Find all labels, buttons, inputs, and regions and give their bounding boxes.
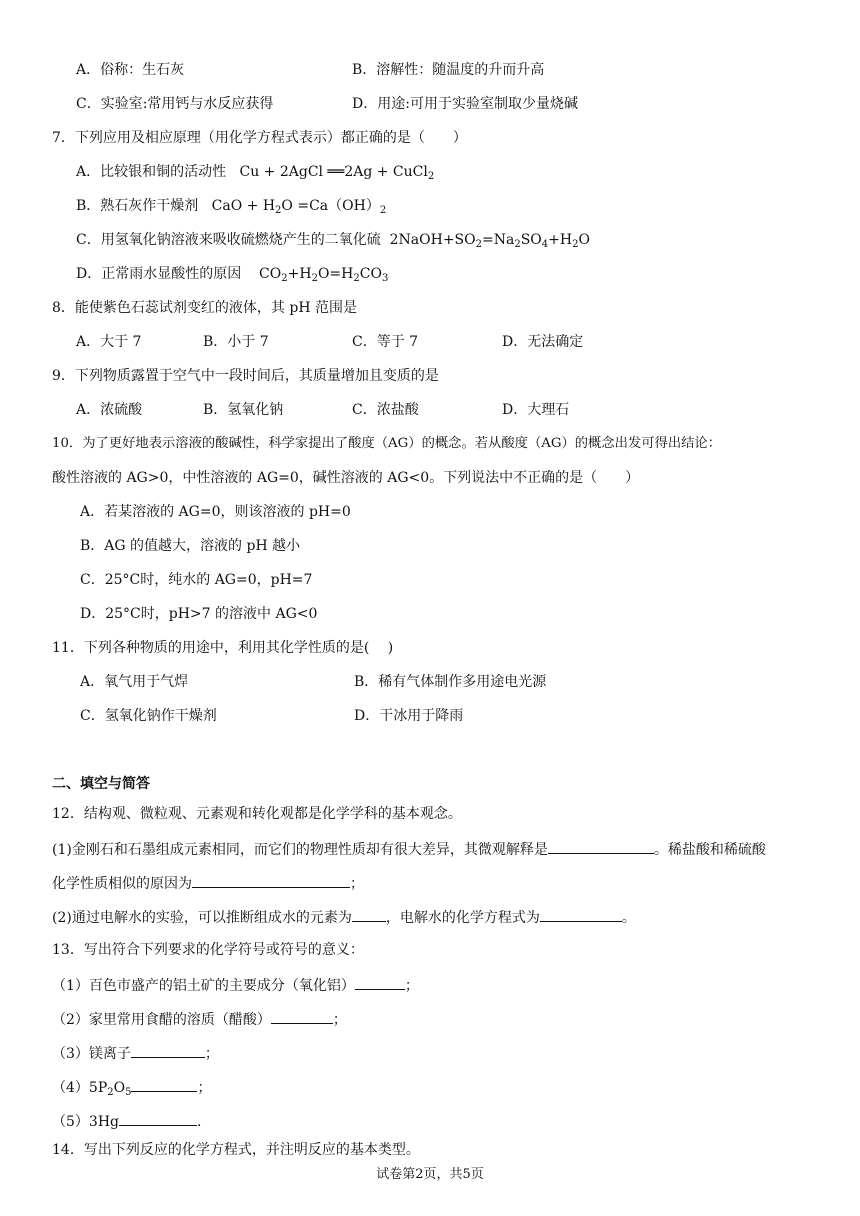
q9-option-d: D．大理石: [502, 402, 570, 418]
q7-option-d: D．正常雨水显酸性的原因 $CO_2+H_2O=H_2CO_3$: [76, 266, 389, 284]
answer-blank[interactable]: [352, 907, 386, 922]
q9-option-a: A．浓硫酸: [76, 402, 143, 418]
q9-option-b: B．氢氧化钠: [203, 402, 284, 418]
answer-blank[interactable]: [548, 839, 654, 854]
q6-option-c: C．实验室:常用钙与水反应获得: [76, 96, 274, 112]
q11-option-a: A．氧气用于气焊: [80, 674, 189, 690]
q9-option-c: C．浓盐酸: [352, 402, 419, 418]
answer-blank[interactable]: [119, 1111, 197, 1126]
q11-option-d: D．干冰用于降雨: [354, 708, 464, 724]
q6-option-b: B．溶解性：随温度的升而升高: [352, 62, 545, 78]
q8-stem: 8．能使紫色石蕊试剂变红的液体，其 pH 范围是: [52, 300, 357, 316]
answer-blank[interactable]: [131, 1077, 197, 1092]
q10-stem-line1: 10．为了更好地表示溶液的酸碱性，科学家提出了酸度（AG）的概念。若从酸度（AG）的概念出发可得出结论：: [52, 436, 722, 451]
q8-option-a: A．大于 7: [76, 334, 142, 350]
q11-option-b: B．稀有气体制作多用途电光源: [354, 674, 547, 690]
page-footer: 试卷第2页，共5页: [376, 1167, 484, 1182]
q10-option-d: D．25°C时，pH>7 的溶液中 AG<0: [80, 606, 318, 622]
q7-option-c: C．用氢氧化钠溶液来吸收硫燃烧产生的二氧化硫 $2NaOH+SO_2=Na_2SO_4+H_2O$: [76, 232, 590, 250]
q14-stem: 14．写出下列反应的化学方程式，并注明反应的基本类型。: [52, 1142, 420, 1158]
q13-item-3: （3）镁离子 ；: [52, 1043, 219, 1063]
q9-stem: 9．下列物质露置于空气中一段时间后，其质量增加且变质的是: [52, 368, 439, 384]
answer-blank[interactable]: [271, 1009, 333, 1024]
q12-stem: 12．结构观、微粒观、元素观和转化观都是化学学科的基本观念。: [52, 806, 462, 822]
q10-option-b: B．AG 的值越大，溶液的 pH 越小: [80, 538, 301, 554]
q10-option-a: A．若某溶液的 AG=0，则该溶液的 pH=0: [80, 504, 351, 520]
answer-blank[interactable]: [355, 975, 405, 990]
q12-part1-line1: (1)金刚石和石墨组成元素相同，而它们的物理性质却有很大差异，其微观解释是 。稀盐酸和稀硫酸: [52, 839, 766, 859]
q7-option-a: A．比较银和铜的活动性 Cu + 2AgCl ══2Ag + CuCl$_2$: [76, 164, 435, 182]
q6-option-d: D．用途:可用于实验室制取少量烧碱: [352, 96, 578, 112]
q13-item-2: （2）家里常用食醋的溶质（醋酸） ；: [52, 1009, 347, 1029]
q8-option-b: B．小于 7: [203, 334, 269, 350]
q11-stem: 11．下列各种物质的用途中，利用其化学性质的是( ): [52, 640, 394, 656]
answer-blank[interactable]: [192, 873, 350, 888]
q8-option-c: C．等于 7: [352, 334, 419, 350]
q12-part2: (2)通过电解水的实验，可以推断组成水的元素为 ，电解水的化学方程式为 。: [52, 907, 636, 927]
q13-item-5: （5）3Hg .: [52, 1111, 201, 1131]
q11-option-c: C．氢氧化钠作干燥剂: [80, 708, 217, 724]
section-title: 二、填空与简答: [52, 776, 150, 792]
q13-item-4: $(4)5P_2O_5$ ；: [52, 1077, 211, 1097]
q12-part1-line2: 化学性质相似的原因为 ；: [52, 873, 364, 893]
q6-option-a: A．俗称：生石灰: [76, 62, 185, 78]
q10-stem-line2: 酸性溶液的 AG>0，中性溶液的 AG=0，碱性溶液的 AG<0。下列说法中不正确的是（ ）: [52, 470, 640, 486]
q8-option-d: D．无法确定: [502, 334, 584, 350]
q13-item-1: （1）百色市盛产的铝土矿的主要成分（氧化铝） ；: [52, 975, 419, 995]
q13-stem: 13．写出符合下列要求的化学符号或符号的意义：: [52, 942, 364, 958]
answer-blank[interactable]: [540, 907, 622, 922]
answer-blank[interactable]: [131, 1043, 205, 1058]
q7-option-b: B．熟石灰作干燥剂 CaO + $H_2O =Ca(OH)_2$: [76, 198, 387, 216]
q7-stem: 7．下列应用及相应原理（用化学方程式表示）都正确的是（ ）: [52, 130, 467, 146]
q10-option-c: C．25°C时，纯水的 AG=0，pH=7: [80, 572, 313, 588]
